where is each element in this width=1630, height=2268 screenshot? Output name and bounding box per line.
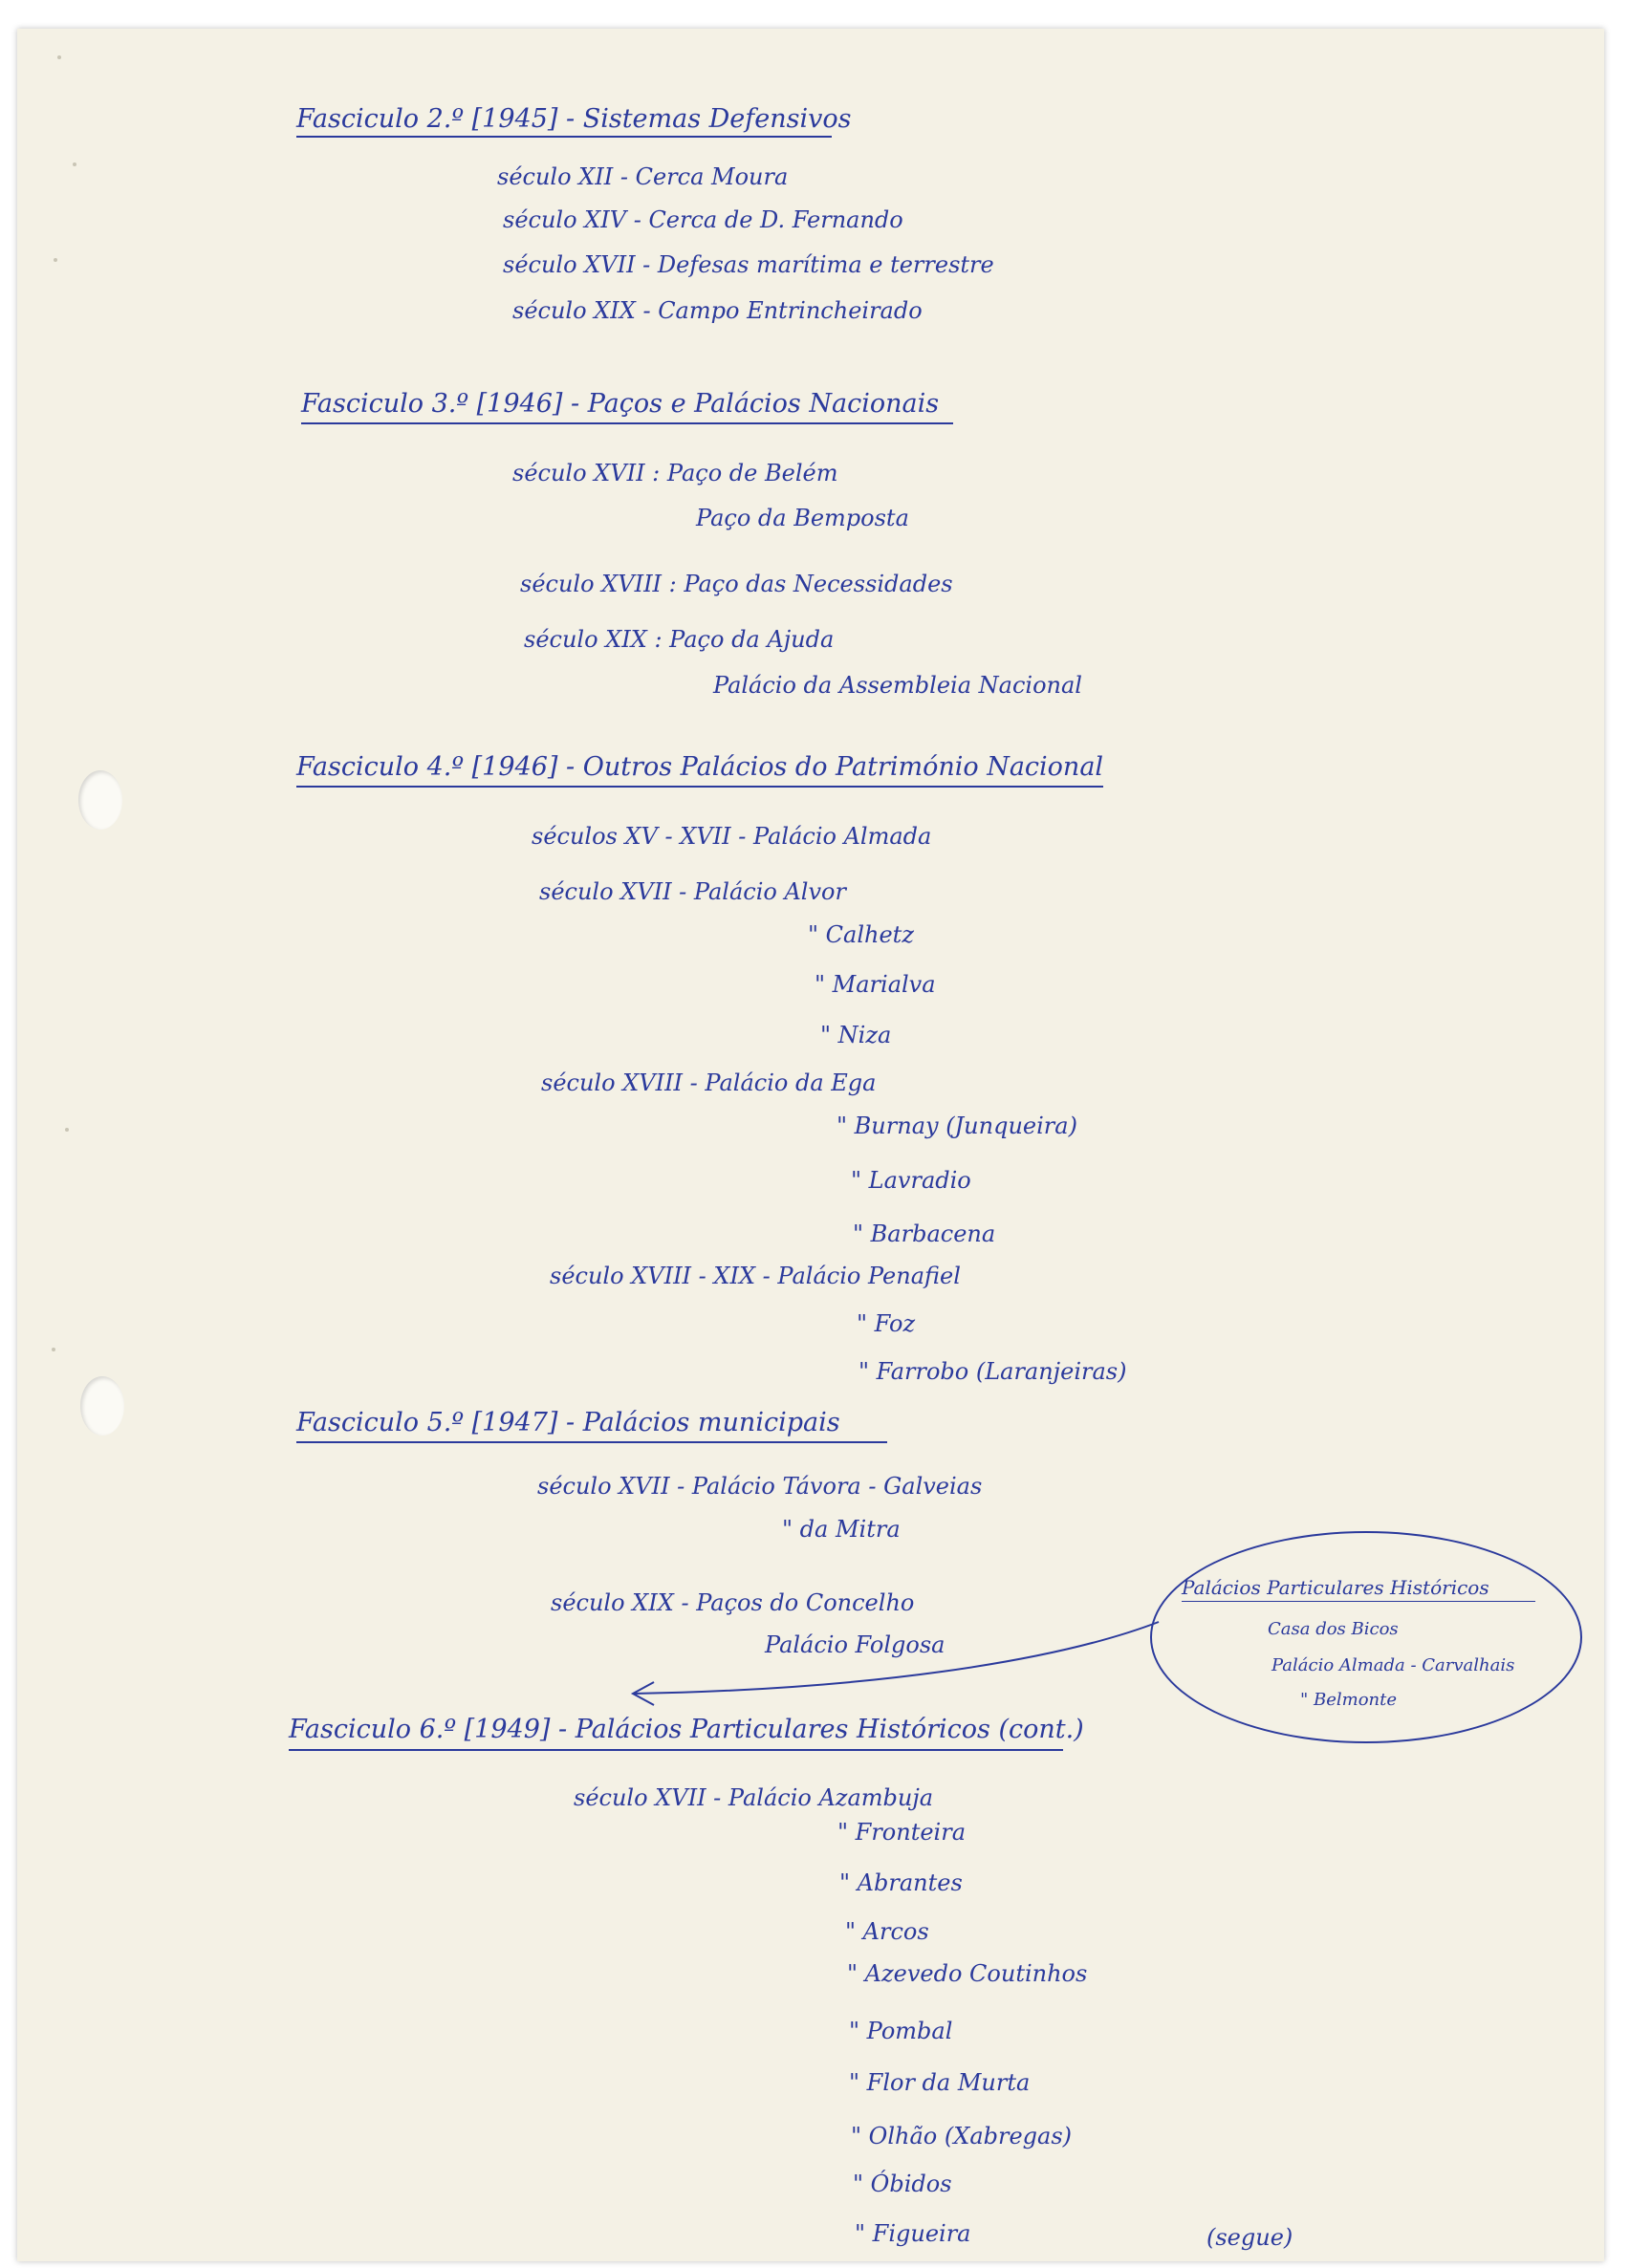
list-item: " Fronteira [837,1819,967,1846]
list-item: " da Mitra [782,1516,901,1543]
section-heading: Fasciculo 4.º [1946] - Outros Palácios do Património Nacional [296,752,1104,782]
annotation-title: Palácios Particulares Históricos [1182,1576,1489,1599]
section-heading: Fasciculo 2.º [1945] - Sistemas Defensivos [296,104,852,134]
annotation-item: Palácio Almada - Carvalhais [1271,1655,1515,1675]
list-item: século XII - Cerca Moura [497,163,789,190]
list-item: século XIX : Paço da Ajuda [524,626,835,653]
footer-note: (segue) [1206,2224,1293,2251]
list-item: " Barbacena [853,1220,996,1247]
list-item: " Lavradio [851,1167,971,1194]
list-item: século XIX - Campo Entrincheirado [512,297,923,324]
list-item: " Farrobo (Laranjeiras) [858,1358,1127,1385]
heading-underline [289,1749,1063,1751]
list-item: século XVII - Defesas marítima e terrestre [503,251,994,278]
list-item: " Abrantes [839,1869,963,1896]
list-item: " Flor da Murta [849,2069,1031,2096]
list-item: século XVIII - XIX - Palácio Penafiel [550,1263,961,1289]
list-item: século XVIII - Palácio da Ega [541,1069,877,1096]
list-item: " Niza [820,1022,892,1048]
list-item: século XIV - Cerca de D. Fernando [503,206,903,233]
list-item: século XVIII : Paço das Necessidades [520,571,953,597]
list-item: " Burnay (Junqueira) [837,1112,1077,1139]
list-item: século XVII - Palácio Alvor [539,878,846,905]
list-item: " Pombal [849,2018,953,2044]
section-heading: Fasciculo 3.º [1946] - Paços e Palácios Nacionais [301,389,940,419]
list-item: " Olhão (Xabregas) [851,2123,1073,2149]
section-heading: Fasciculo 6.º [1949] - Palácios Particulares Históricos (cont.) [289,1715,1084,1744]
list-item: Paço da Bemposta [696,505,909,531]
list-item: Palácio da Assembleia Nacional [713,672,1082,699]
list-item: " Azevedo Coutinhos [847,1960,1088,1987]
list-item: " Marialva [815,971,936,998]
list-item: século XVII - Palácio Távora - Galveias [537,1473,983,1500]
list-item: " Foz [857,1310,916,1337]
annotation-item: " Belmonte [1300,1690,1398,1710]
section-heading: Fasciculo 5.º [1947] - Palácios municipais [296,1408,840,1437]
list-item: séculos XV - XVII - Palácio Almada [532,823,932,850]
list-item: " Arcos [845,1918,929,1945]
list-item: século XVII : Paço de Belém [512,460,838,486]
list-item: século XIX - Paços do Concelho [551,1589,915,1616]
list-item: Palácio Folgosa [765,1631,945,1658]
annotation-item: Casa dos Bicos [1268,1619,1399,1639]
list-item: " Calhetz [808,921,914,948]
list-item: " Óbidos [853,2171,952,2197]
list-item: " Figueira [855,2220,971,2247]
list-item: século XVII - Palácio Azambuja [574,1784,934,1811]
